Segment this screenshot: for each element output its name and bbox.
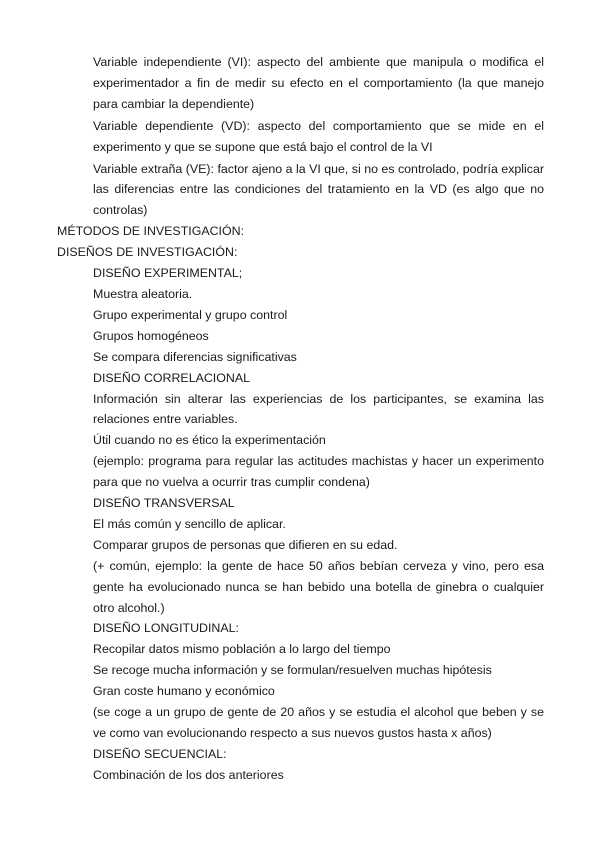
longitudinal-item: Se recoge mucha información y se formulan/resuelven muchas hipótesis xyxy=(93,663,492,678)
heading-disenos: DISEÑOS DE INVESTIGACIÓN: xyxy=(57,245,238,260)
experimental-item: Grupo experimental y grupo control xyxy=(93,307,288,322)
longitudinal-title: DISEÑO LONGITUDINAL: xyxy=(93,621,239,636)
secuencial-item: Combinación de los dos anteriores xyxy=(93,767,284,782)
document-page xyxy=(0,52,600,786)
experimental-item: Muestra aleatoria. xyxy=(93,286,193,301)
variable-independiente: Variable independiente (VI): aspecto del ambiente que manipula o modifica el experimentador a fin de medir su efecto en el comportamiento (la que manejo para cambiar la dependiente) xyxy=(93,55,544,111)
variable-dependiente: Variable dependiente (VD): aspecto del comportamiento que se mide en el experimento y que se supone que está bajo el control de la VI xyxy=(93,118,544,154)
heading-metodos: MÉTODOS DE INVESTIGACIÓN: xyxy=(57,224,245,239)
transversal-item: (+ común, ejemplo: la gente de hace 50 años bebían cerveza y vino, pero esa gente ha evolucionado nunca se han bebido una botella de ginebra o cualquier otro alcohol.) xyxy=(93,558,544,615)
secuencial-title: DISEÑO SECUENCIAL: xyxy=(93,746,227,761)
longitudinal-item: Recopilar datos mismo población a lo largo del tiempo xyxy=(93,642,391,657)
longitudinal-item: Gran coste humano y económico xyxy=(93,684,275,699)
variable-extrana: Variable extraña (VE): factor ajeno a la VI que, si no es controlado, podría explicar las diferencias entre las condiciones del tratamiento en la VD (es algo que no controlas) xyxy=(93,161,544,218)
experimental-item: Grupos homogéneos xyxy=(93,328,209,343)
experimental-item: Se compara diferencias significativas xyxy=(93,349,297,364)
correlacional-title: DISEÑO CORRELACIONAL xyxy=(93,370,250,385)
longitudinal-item: (se coge a un grupo de gente de 20 años y se estudia el alcohol que beben y se ve como van evolucionando respecto a sus nuevos gustos hasta x años) xyxy=(93,705,544,740)
correlacional-item: (ejemplo: programa para regular las actitudes machistas y hacer un experimento para que no vuelva a ocurrir tras cumplir condena) xyxy=(93,454,544,490)
experimental-title: DISEÑO EXPERIMENTAL; xyxy=(93,266,243,281)
transversal-title: DISEÑO TRANSVERSAL xyxy=(93,496,235,511)
correlacional-item: Información sin alterar las experiencias de los participantes, se examina las relaciones entre variables. xyxy=(93,391,544,427)
correlacional-item: Útil cuando no es ético la experimentación xyxy=(93,433,326,448)
transversal-item: Comparar grupos de personas que difieren en su edad. xyxy=(93,537,398,552)
transversal-item: El más común y sencillo de aplicar. xyxy=(93,516,286,531)
